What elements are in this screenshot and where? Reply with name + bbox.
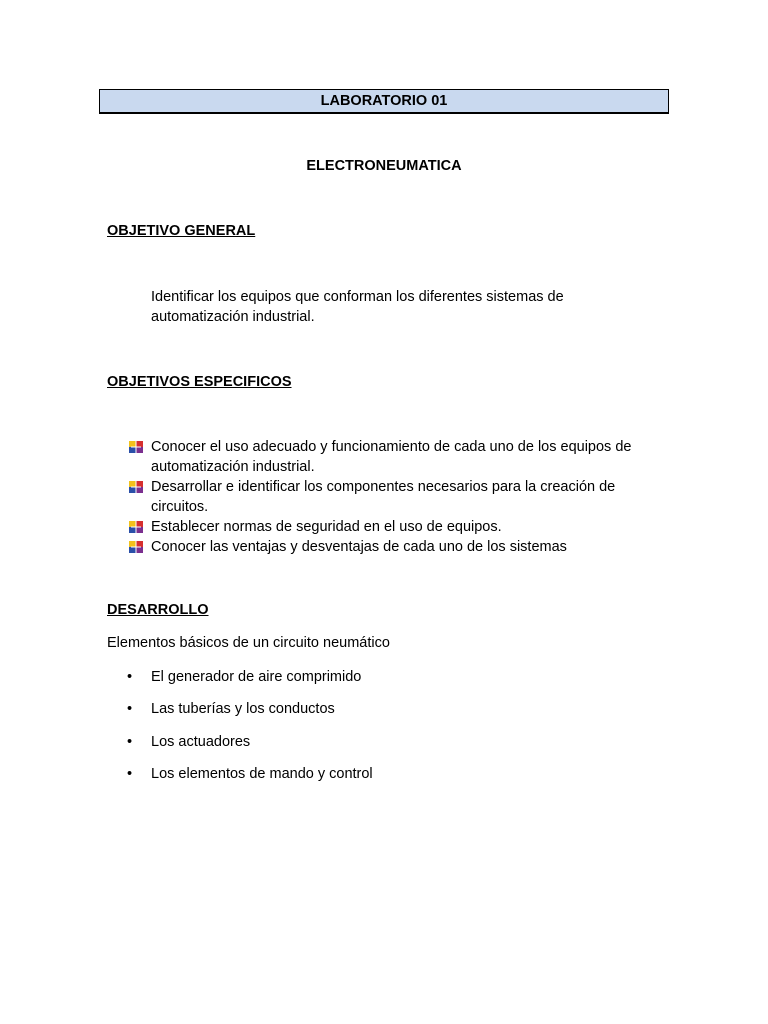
list-item <box>127 732 373 764</box>
bullet-dot-icon: • <box>127 733 133 750</box>
list-item <box>127 699 373 731</box>
desarrollo-heading: DESARROLLO <box>107 602 209 618</box>
list-item-text: Los actuadores <box>151 733 251 750</box>
list-item <box>127 764 373 796</box>
list-item <box>127 517 667 537</box>
list-item-text: Desarrollar e identificar los componentes necesarios para la creación de circuitos. <box>151 479 616 515</box>
list-item <box>127 537 667 557</box>
desarrollo-intro: Elementos básicos de un circuito neumático <box>107 635 390 651</box>
objetivo-general-text: Identificar los equipos que conforman los diferentes sistemas de automatización industrial. <box>151 289 564 325</box>
four-color-arrow-bullet-icon <box>129 481 143 493</box>
list-item-text: Los elementos de mando y control <box>151 765 373 782</box>
four-color-arrow-bullet-icon <box>129 541 143 553</box>
bullet-dot-icon: • <box>127 701 133 718</box>
four-color-arrow-bullet-icon <box>129 441 143 453</box>
list-item <box>127 667 373 699</box>
desarrollo-list <box>127 667 373 796</box>
document-subtitle: ELECTRONEUMATICA <box>306 158 462 174</box>
list-item-text: Conocer el uso adecuado y funcionamiento de cada uno de los equipos de automatización industrial. <box>151 439 632 475</box>
objetivo-general-heading: OBJETIVO GENERAL <box>107 223 256 239</box>
bullet-dot-icon: • <box>127 669 133 685</box>
objetivos-especificos-list <box>127 437 667 557</box>
list-item <box>127 477 667 517</box>
list-item-text: Conocer las ventajas y desventajas de cada uno de los sistemas <box>151 539 567 555</box>
list-item <box>127 437 667 477</box>
four-color-arrow-bullet-icon <box>129 521 143 533</box>
list-item-text: Establecer normas de seguridad en el uso de equipos. <box>151 519 502 535</box>
objetivos-especificos-heading: OBJETIVOS ESPECIFICOS <box>107 374 292 390</box>
list-item-text: Las tuberías y los conductos <box>151 701 335 718</box>
bullet-dot-icon: • <box>127 765 133 782</box>
lab-title: LABORATORIO 01 <box>99 89 669 114</box>
list-item-text: El generador de aire comprimido <box>151 669 362 685</box>
